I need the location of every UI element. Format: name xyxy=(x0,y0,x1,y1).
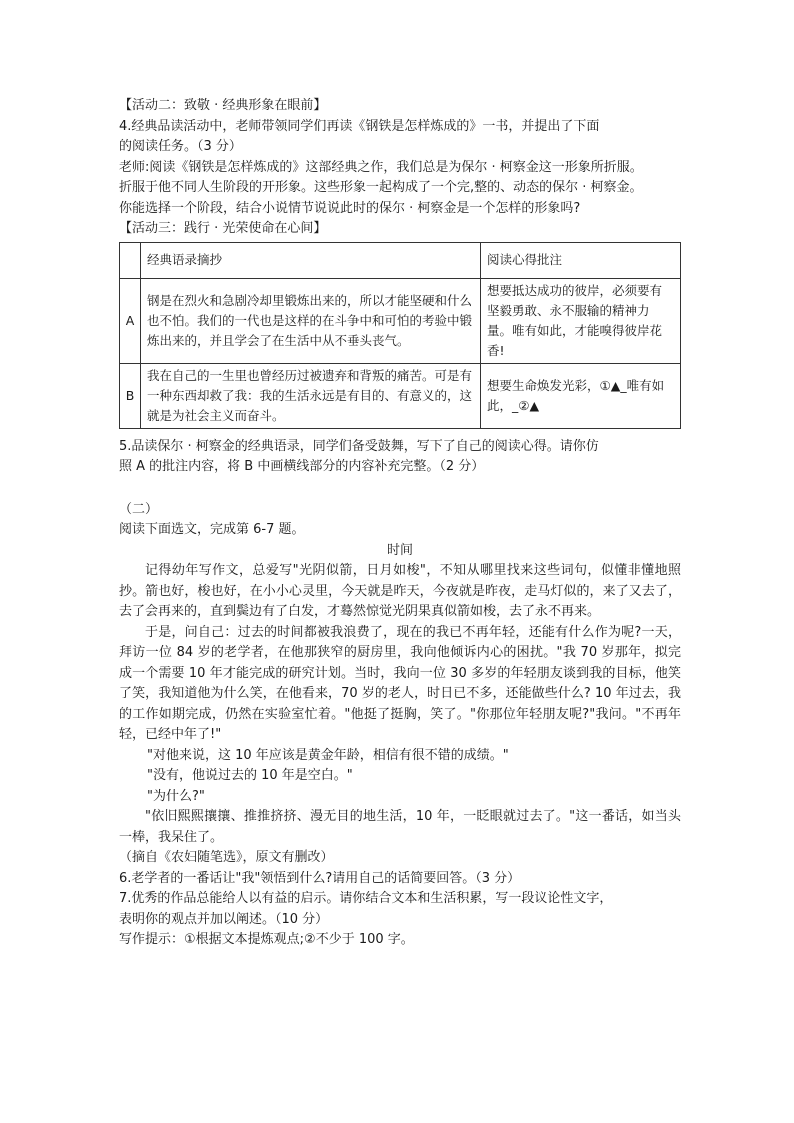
passage-paragraph-1: 记得幼年写作文，总爱写"光阴似箭，日月如梭"，不知从哪里找来这些词句，似懂非懂地照抄。箭也好，梭也好，在小小心灵里，今天就是昨天，今夜就是昨夜，走马灯似的，来了又去了，去了会再来的，直到鬓边有了白发，才蓦然惊觉光阴果真似箭如梭，去了永不再来。 xyxy=(119,563,681,619)
question-6: 6.老学者的一番话让"我"领悟到什么?请用自己的话简要回答。（3 分） xyxy=(119,870,521,886)
activity2-heading: 【活动二：致敬 · 经典形象在眼前】 xyxy=(119,98,327,113)
quote-a: 钢是在烈火和急剧冷却里锻炼出来的，所以才能坚硬和什么也不怕。我们的一代也是这样的在斗争中和可怕的考验中锻炼出来的，并且学会了在生活中从不垂头丧气。 xyxy=(141,278,481,363)
note-b: 想要生命焕发光彩，①▲_唯有如此，_②▲ xyxy=(481,363,681,428)
table-row xyxy=(120,278,681,363)
teacher-prompt-line2: 折服于他不同人生阶段的开形象。这些形象一起构成了一个完,整的、动态的保尔 · 柯察金。 xyxy=(119,180,643,195)
passage-title: 时间 xyxy=(386,542,413,558)
note-a: 想要抵达成功的彼岸，必须要有坚毅勇敢、永不服输的精神力量。唯有如此，才能嗅得彼岸花香! xyxy=(481,278,681,363)
dialogue-line-1: "对他来说，这 10 年应该是黄金年龄，相信有很不错的成绩。" xyxy=(147,747,509,763)
question-5-line1: 5.品读保尔 · 柯察金的经典语录，同学们备受鼓舞，写下了自己的阅读心得。请你仿 xyxy=(119,438,599,454)
passage-paragraph-3: "依旧熙熙攘攘、推推挤挤、漫无目的地生活，10 年，一眨眼就过去了。"这一番话，如当头一棒，我呆住了。 xyxy=(119,809,681,845)
dialogue-line-3: "为什么?" xyxy=(147,788,205,804)
passage-paragraph-2: 于是，问自己：过去的时间都被我浪费了，现在的我已不再年轻，还能有什么作为呢?一天，拜访一位 84 岁的老学者，在他那狭窄的厨房里，我向他倾诉内心的困扰。"我 70 岁那年，拟完成一个需要 10 年才能完成的研究计划。当时，我向一位 30 多岁的年轻朋友谈到我的目标，他笑了笑，我知道他为什么笑，在他看来，70 岁的老人，时日已不多，还能做些什么? 10 年过去，我的工作如期完成，仍然在实验室忙着。"他挺了挺胸，笑了。"你那位年轻朋友呢?"我问。"不再年轻，已经中年了!" xyxy=(119,624,681,742)
teacher-prompt-line3: 你能选择一个阶段，结合小说情节说说此时的保尔 · 柯察金是一个怎样的形象吗? xyxy=(119,200,581,216)
reading-notes-table xyxy=(119,242,681,429)
question-4-line2: 的阅读任务。（3 分） xyxy=(119,139,242,154)
table-row xyxy=(120,363,681,428)
activity3-heading: 【活动三：践行 · 光荣使命在心间】 xyxy=(119,221,327,236)
writing-hint: 写作提示：①根据文本提炼观点;②不少于 100 字。 xyxy=(119,932,414,947)
document-page xyxy=(119,96,681,951)
header-quote: 经典语录摘抄 xyxy=(141,242,481,278)
dialogue-line-2: "没有，他说过去的 10 年是空白。" xyxy=(147,768,353,783)
row-label-a: A xyxy=(120,278,141,363)
section-label: （二） xyxy=(119,501,159,517)
table-corner-cell xyxy=(120,242,141,278)
reading-instruction: 阅读下面选文，完成第 6-7 题。 xyxy=(119,522,305,537)
table-header-row xyxy=(120,242,681,278)
question-5-line2: 照 A 的批注内容，将 B 中画横线部分的内容补充完整。（2 分） xyxy=(119,459,485,474)
passage-source: （摘自《农妇随笔选》，原文有删改） xyxy=(119,850,334,865)
header-note: 阅读心得批注 xyxy=(481,242,681,278)
quote-b: 我在自己的一生里也曾经历过被遗弃和背叛的痛苦。可是有一种东西却救了我：我的生活永远是有目的、有意义的，这就是为社会主义而奋斗。 xyxy=(141,363,481,428)
question-7-line2: 表明你的观点并加以阐述。（10 分） xyxy=(119,911,329,927)
question-7-line1: 7.优秀的作品总能给人以有益的启示。请你结合文本和生活积累，写一段议论性文字， xyxy=(119,891,613,906)
teacher-prompt-line1: 老师:阅读《钢铁是怎样炼成的》这部经典之作，我们总是为保尔 · 柯察金这一形象所折服。 xyxy=(119,159,643,175)
row-label-b: B xyxy=(120,363,141,428)
question-4-line1: 4.经典品读活动中，老师带领同学们再读《钢铁是怎样炼成的》一书，并提出了下面 xyxy=(119,118,600,134)
